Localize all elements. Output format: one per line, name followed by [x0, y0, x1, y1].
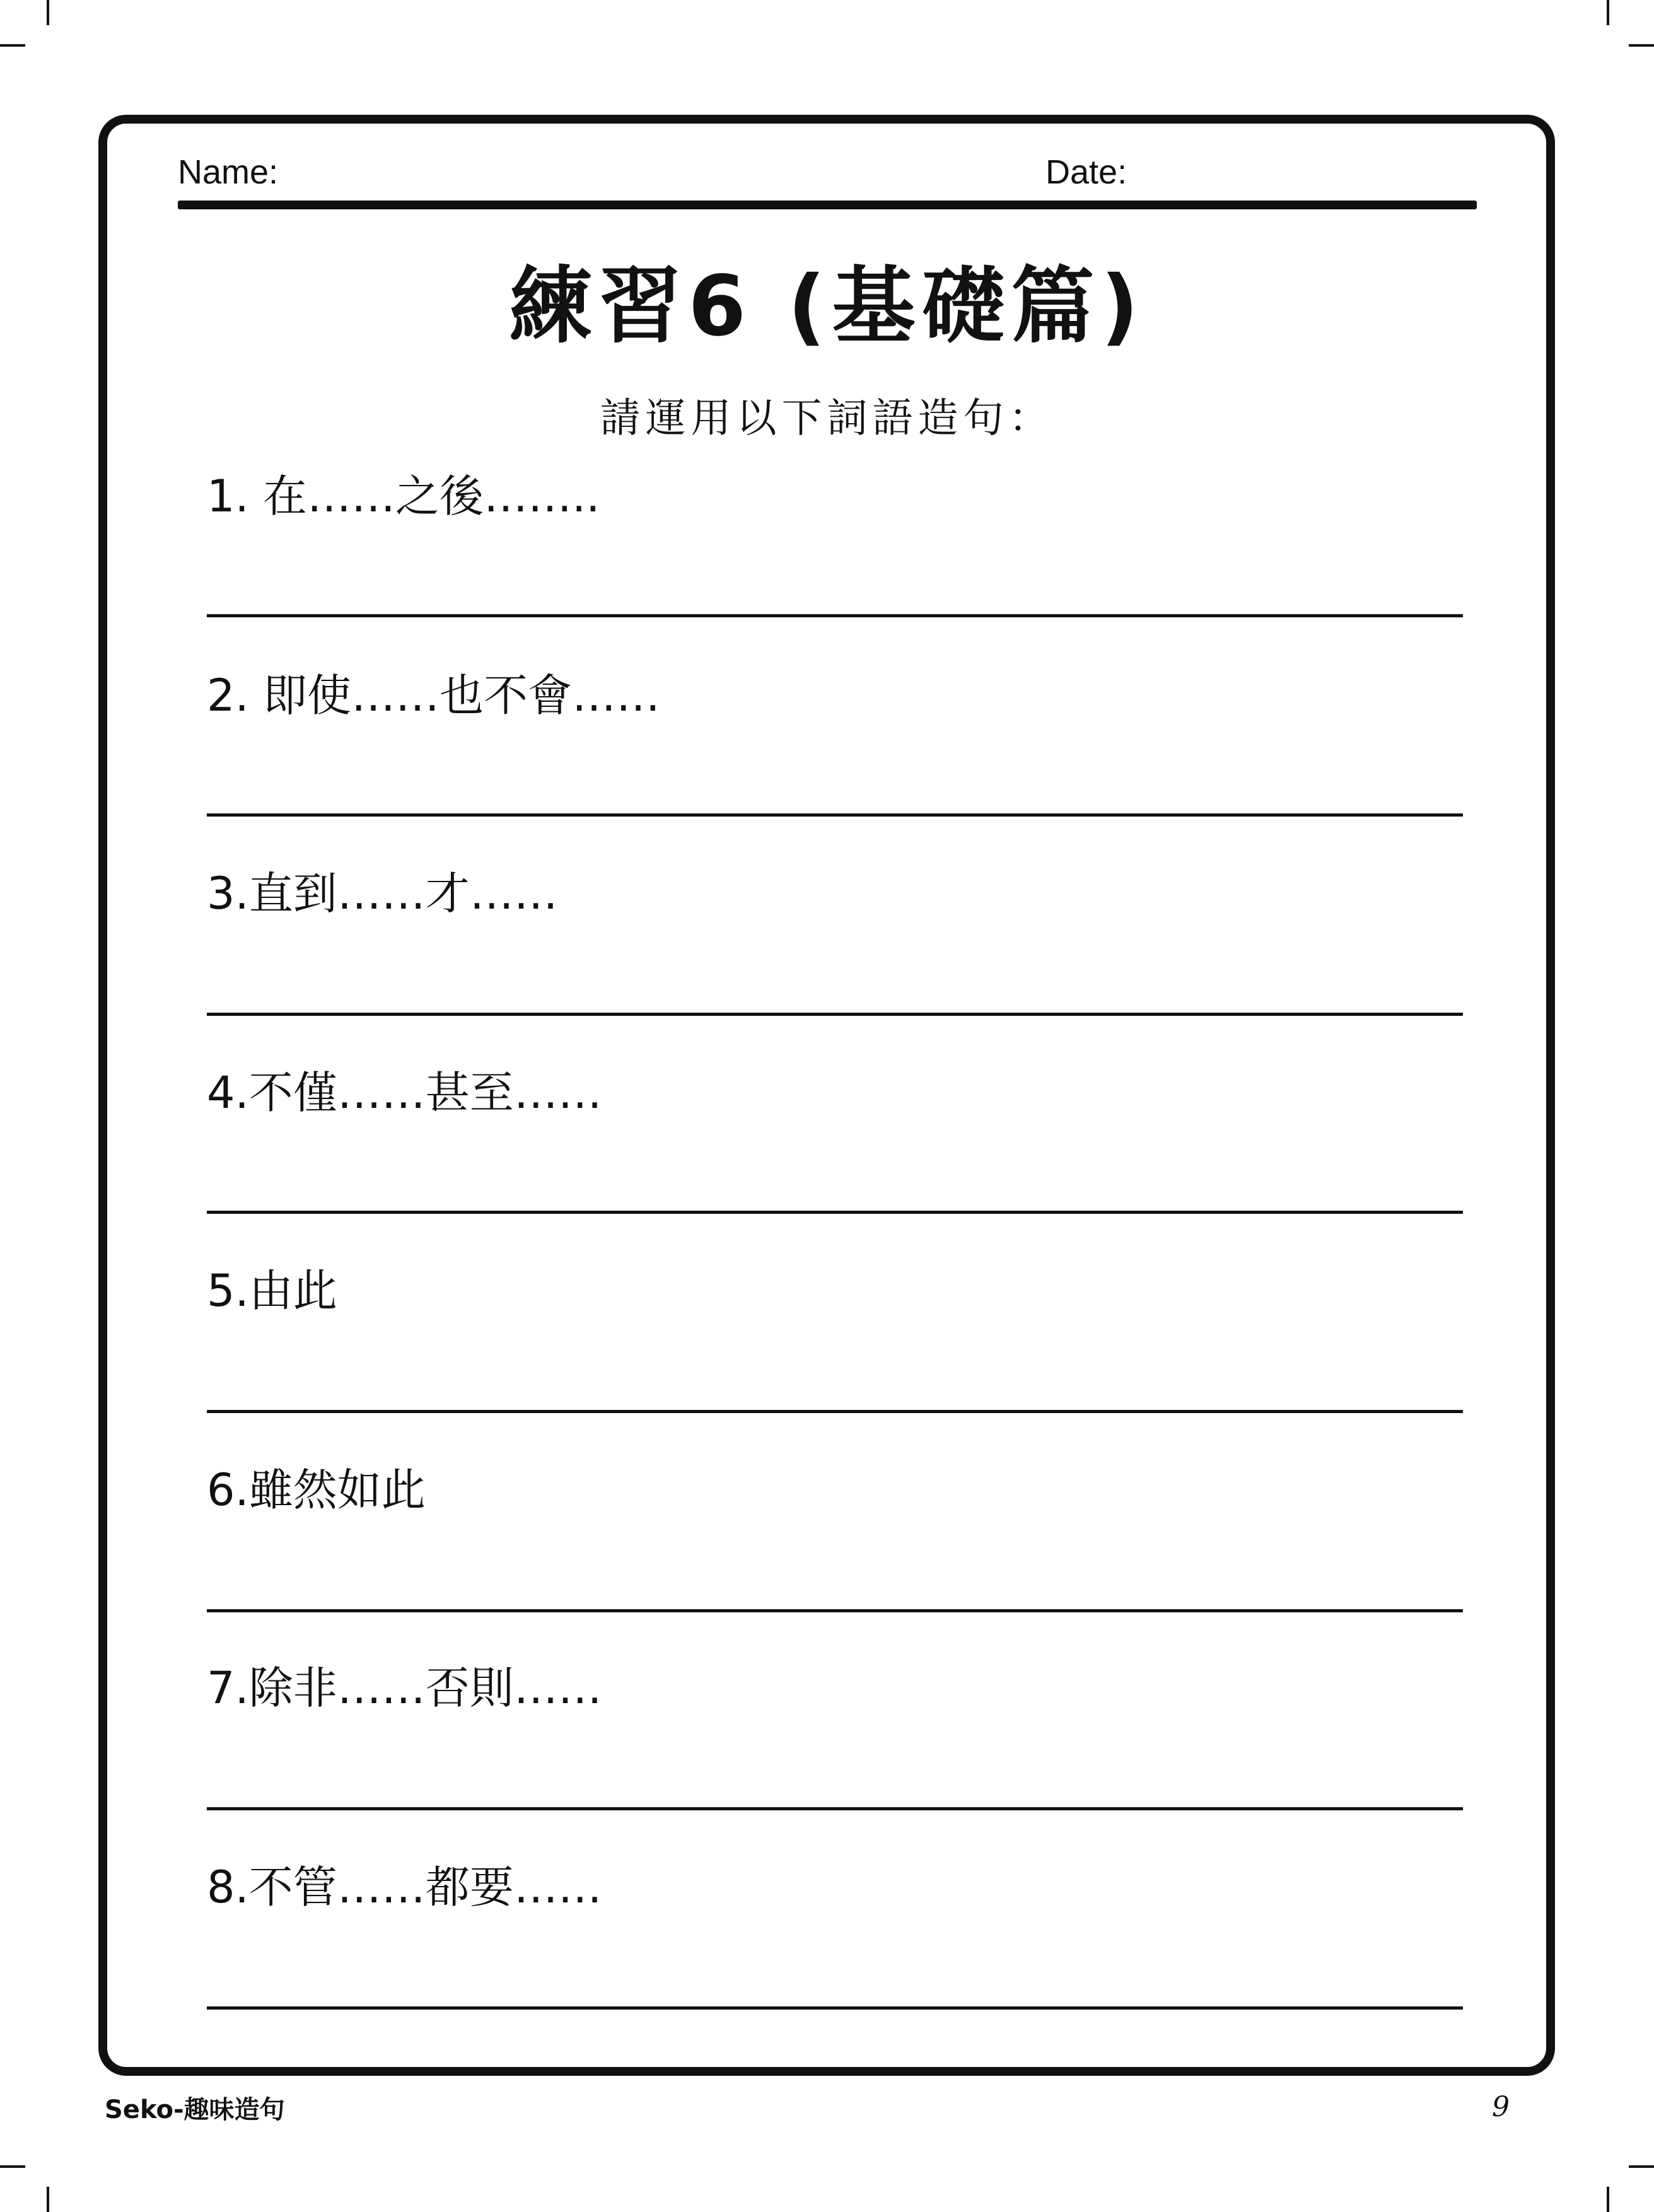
footer-brand: Seko-趣味造句	[105, 2095, 285, 2124]
crop-mark-bottom-left-h	[0, 2165, 25, 2168]
question-2: 2. 即使……也不會……	[207, 670, 661, 721]
crop-mark-top-left	[47, 0, 49, 25]
instruction-text: 請運用以下詞語造句：	[600, 395, 1054, 442]
question-4: 4.不僅……甚至……	[207, 1067, 602, 1119]
answer-line-6[interactable]	[207, 1609, 1463, 1612]
worksheet-title: 練習6 (基礎篇)	[509, 258, 1145, 355]
crop-mark-bottom-right-h	[1629, 2165, 1654, 2168]
header-divider	[178, 201, 1477, 209]
question-5: 5.由此	[207, 1265, 337, 1317]
name-label: Name:	[178, 153, 279, 191]
question-7: 7.除非……否則……	[207, 1662, 602, 1714]
answer-line-1[interactable]	[207, 614, 1463, 617]
question-1: 1. 在……之後……..	[207, 470, 600, 522]
crop-mark-bottom-right	[1607, 2187, 1609, 2212]
answer-line-7[interactable]	[207, 1807, 1463, 1810]
page-number: 9	[1492, 2091, 1510, 2123]
answer-line-3[interactable]	[207, 1013, 1463, 1016]
crop-mark-bottom-left	[47, 2187, 49, 2212]
crop-mark-top-right	[1607, 0, 1609, 25]
crop-mark-top-left-h	[0, 44, 25, 47]
crop-mark-top-right-h	[1629, 44, 1654, 47]
question-8: 8.不管……都要……	[207, 1861, 602, 1913]
answer-line-5[interactable]	[207, 1410, 1463, 1413]
question-3: 3.直到……才……	[207, 868, 558, 919]
date-label: Date:	[1045, 153, 1127, 191]
question-6: 6.雖然如此	[207, 1464, 426, 1516]
answer-line-2[interactable]	[207, 813, 1463, 817]
answer-line-8[interactable]	[207, 2006, 1463, 2010]
answer-line-4[interactable]	[207, 1211, 1463, 1214]
